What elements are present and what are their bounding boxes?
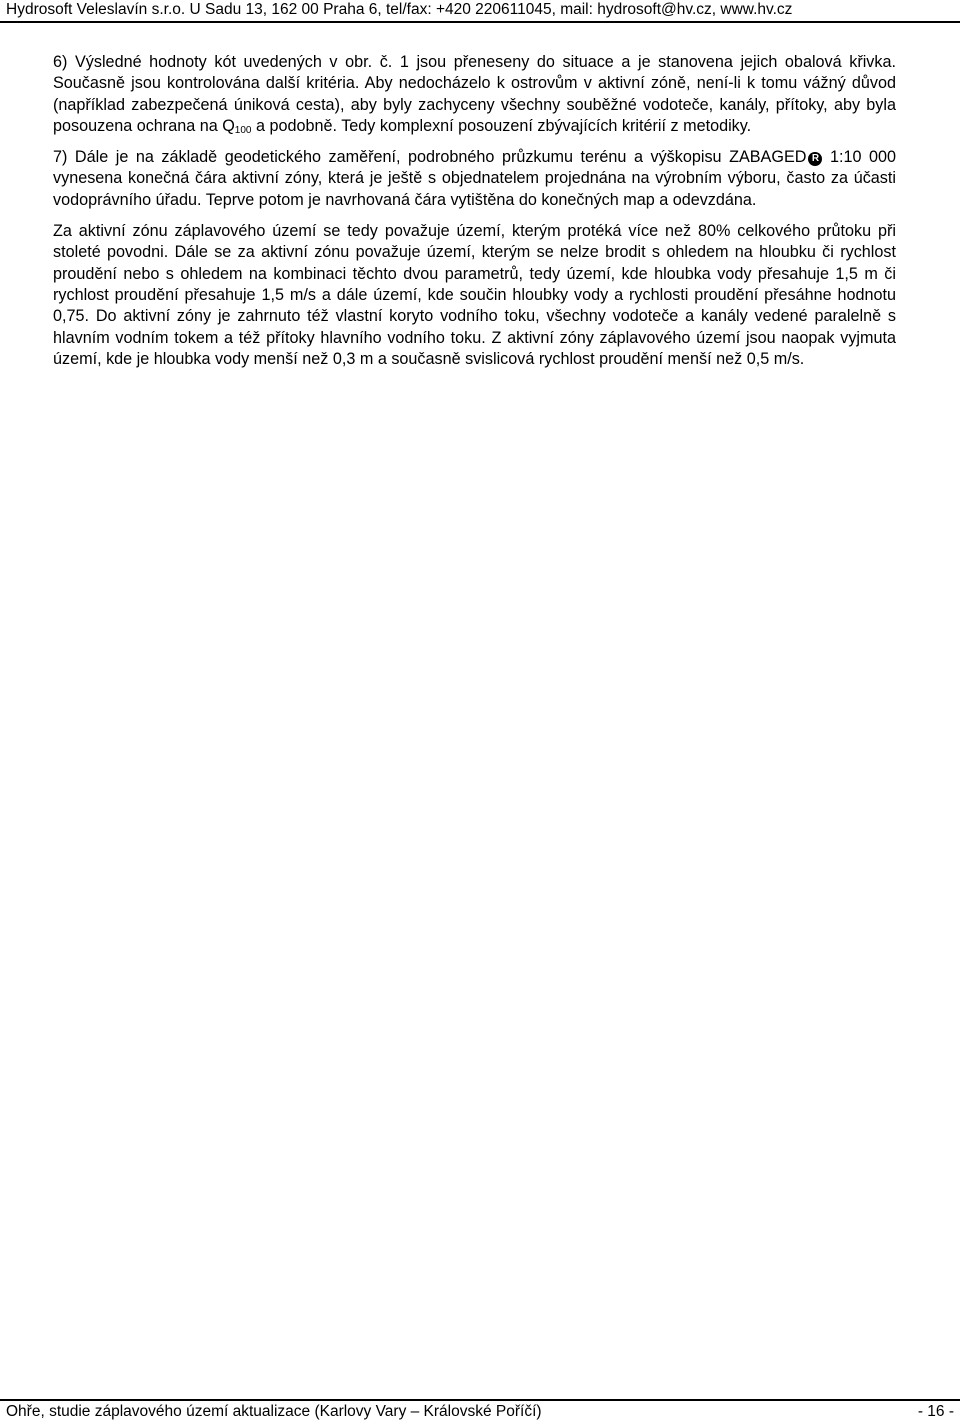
header-divider [0,21,960,23]
paragraph-step-6 [53,52,896,137]
paragraph-step-7-text-a: 7) Dále je na základě geodetického zaměření, podrobného průzkumu terénu a výškopisu ZABAGED [53,148,807,167]
paragraph-step-6-text-a: 6) Výsledné hodnoty kót uvedených v obr. č. 1 jsou přeneseny do situace a je stanovena jejich obalová křivka. Současně jsou kontrolována další kritéria. Aby nedocházelo k ostrovům v aktivní zóně, není-li k tomu vážný důvod (například zabezpečená úniková cesta), aby byly zachyceny všechny souběžné vodoteče, kanály, přítoky, aby byla posouzena ochrana na Q [53,53,896,135]
footer-page-number: - 16 - [917,1403,954,1420]
paragraph-active-zone-definition: Za aktivní zónu záplavového území se tedy považuje území, kterým protéká více než 80% celkového průtoku při stoleté povodni. Dále se za aktivní zónu považuje území, kterým se nelze brodit s ohledem na hloubku či rychlost proudění nebo s ohledem na kombinaci těchto dvou parametrů, tedy území, kde hloubka vody přesahuje 1,5 m či rychlost proudění přesahuje 1,5 m/s a dále území, kde součin hloubky vody a rychlosti proudění přesáhne hodnotu 0,75. Do aktivní zóny je zahrnuto též vlastní koryto vodního toku, všechny vodoteče a kanály vedené paralelně s hlavním vodním tokem a též přítoky hlavního vodního toku. Z aktivní zóny záplavového území jsou naopak vyjmuta území, kde je hloubka vody menší než 0,3 m a současně svislicová rychlost proudění menší než 0,5 m/s. [53,222,896,368]
page-header [6,0,954,20]
registered-trademark-icon: R [808,152,822,166]
paragraph-step-7 [53,147,896,211]
q100-subscript: 100 [234,124,252,136]
document-body [53,52,896,370]
footer-divider [0,1399,960,1401]
paragraph-step-6-text-b: a podobně. Tedy komplexní posouzení zbývajících kritérií z metodiky. [251,116,752,135]
header-text: Hydrosoft Veleslavín s.r.o. U Sadu 13, 162 00 Praha 6, tel/fax: +420 220611045, mail: hydrosoft@hv.cz, www.hv.cz [6,1,793,18]
paragraph-step-7-text-b: 1:10 000 vynesena konečná čára aktivní zóny, která je ještě s objednatelem projednána na výrobním výboru, často za účasti vodoprávního úřadu. Teprve potom je navrhovaná čára vytištěna do konečných map a odevzdána. [53,148,896,209]
footer-title: Ohře, studie záplavového území aktualizace (Karlovy Vary – Královské Poříčí) [6,1403,542,1420]
